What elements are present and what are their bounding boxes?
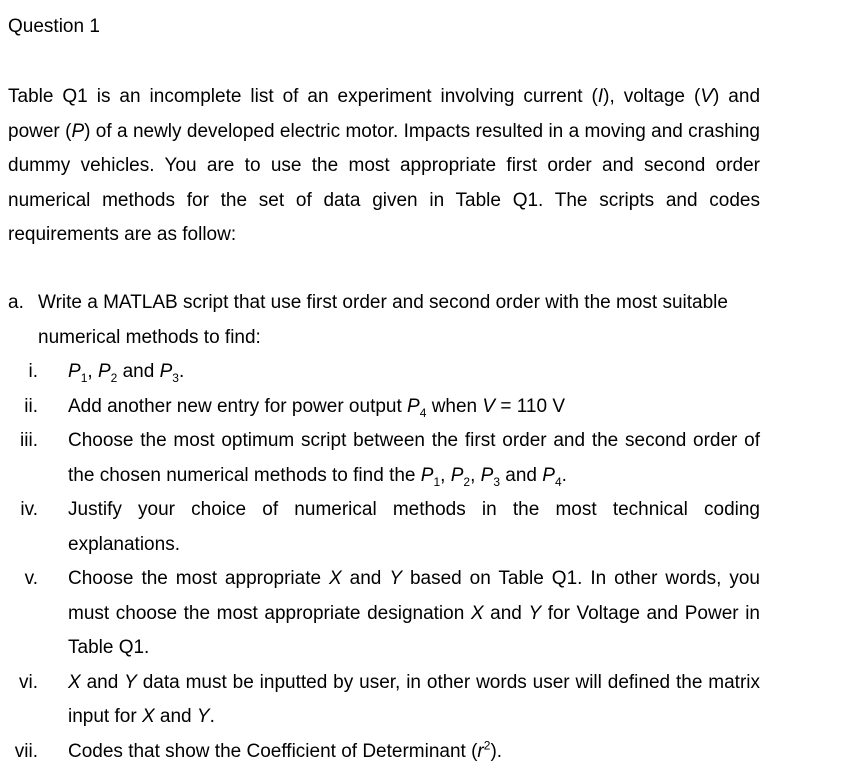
- intro-paragraph: Table Q1 is an incomplete list of an experiment involving current (I), voltage (V) and power (P) of a newly developed electric motor. Impacts resulted in a moving and crashing dummy vehicles. You are to use the most appropriate first order and second order numerical methods for the set of data given in Table Q1. The scripts and codes requirements are as follow:: [8, 86, 761, 245]
- sub-question-text: Codes that show the Coefficient of Determinant $(r^2)$.: [68, 738, 503, 762]
- sub-question-list: [8, 355, 760, 769]
- roman-numeral: iv.: [20, 499, 38, 520]
- current-variable: I: [597, 86, 604, 107]
- sub-question-vii: [8, 735, 760, 770]
- sub-question-v: [8, 562, 760, 666]
- part-a-text: Write a MATLAB script that use first order and second order with the most suitable numerical methods to find:: [38, 292, 728, 348]
- sub-question-ii: [8, 390, 760, 425]
- sub-question-i: [8, 355, 760, 390]
- sub-question-text: Choose the most appropriate X and Y based on Table Q1. In other words, you must choose the most appropriate designation X and Y for Voltage and Power in Table Q1.: [68, 568, 760, 658]
- roman-numeral: ii.: [24, 395, 38, 417]
- power-variable: P: [71, 120, 85, 142]
- sub-question-vi: [8, 666, 760, 735]
- part-a-heading: [8, 286, 760, 355]
- sub-question-text: Add another new entry for power output $P_4$ when V = 110 V: [68, 395, 565, 420]
- roman-numeral: i.: [28, 361, 38, 382]
- question-title: Question 1: [8, 16, 100, 37]
- roman-numeral: vi.: [19, 671, 38, 693]
- sub-question-iv: [8, 493, 760, 562]
- sub-question-text: Choose the most optimum script between the first order and the second order of the chosen numerical methods to find the $P_1$, $P_2$, $P_3$ and $P_4$.: [68, 430, 760, 489]
- voltage-variable: V: [700, 86, 713, 107]
- roman-numeral: iii.: [20, 430, 38, 451]
- sub-question-iii: [8, 424, 760, 493]
- roman-numeral: v.: [24, 568, 38, 589]
- part-a: [8, 286, 760, 769]
- sub-question-text: X and Y data must be inputted by user, in other words user will defined the matrix input for X and Y.: [68, 671, 761, 727]
- part-letter: a.: [8, 292, 24, 313]
- roman-numeral: vii.: [14, 740, 38, 762]
- sub-question-text: Justify your choice of numerical methods in the most technical coding explanations.: [68, 499, 760, 555]
- sub-question-text: $P_1$, $P_2$ and $P_3$.: [68, 361, 185, 385]
